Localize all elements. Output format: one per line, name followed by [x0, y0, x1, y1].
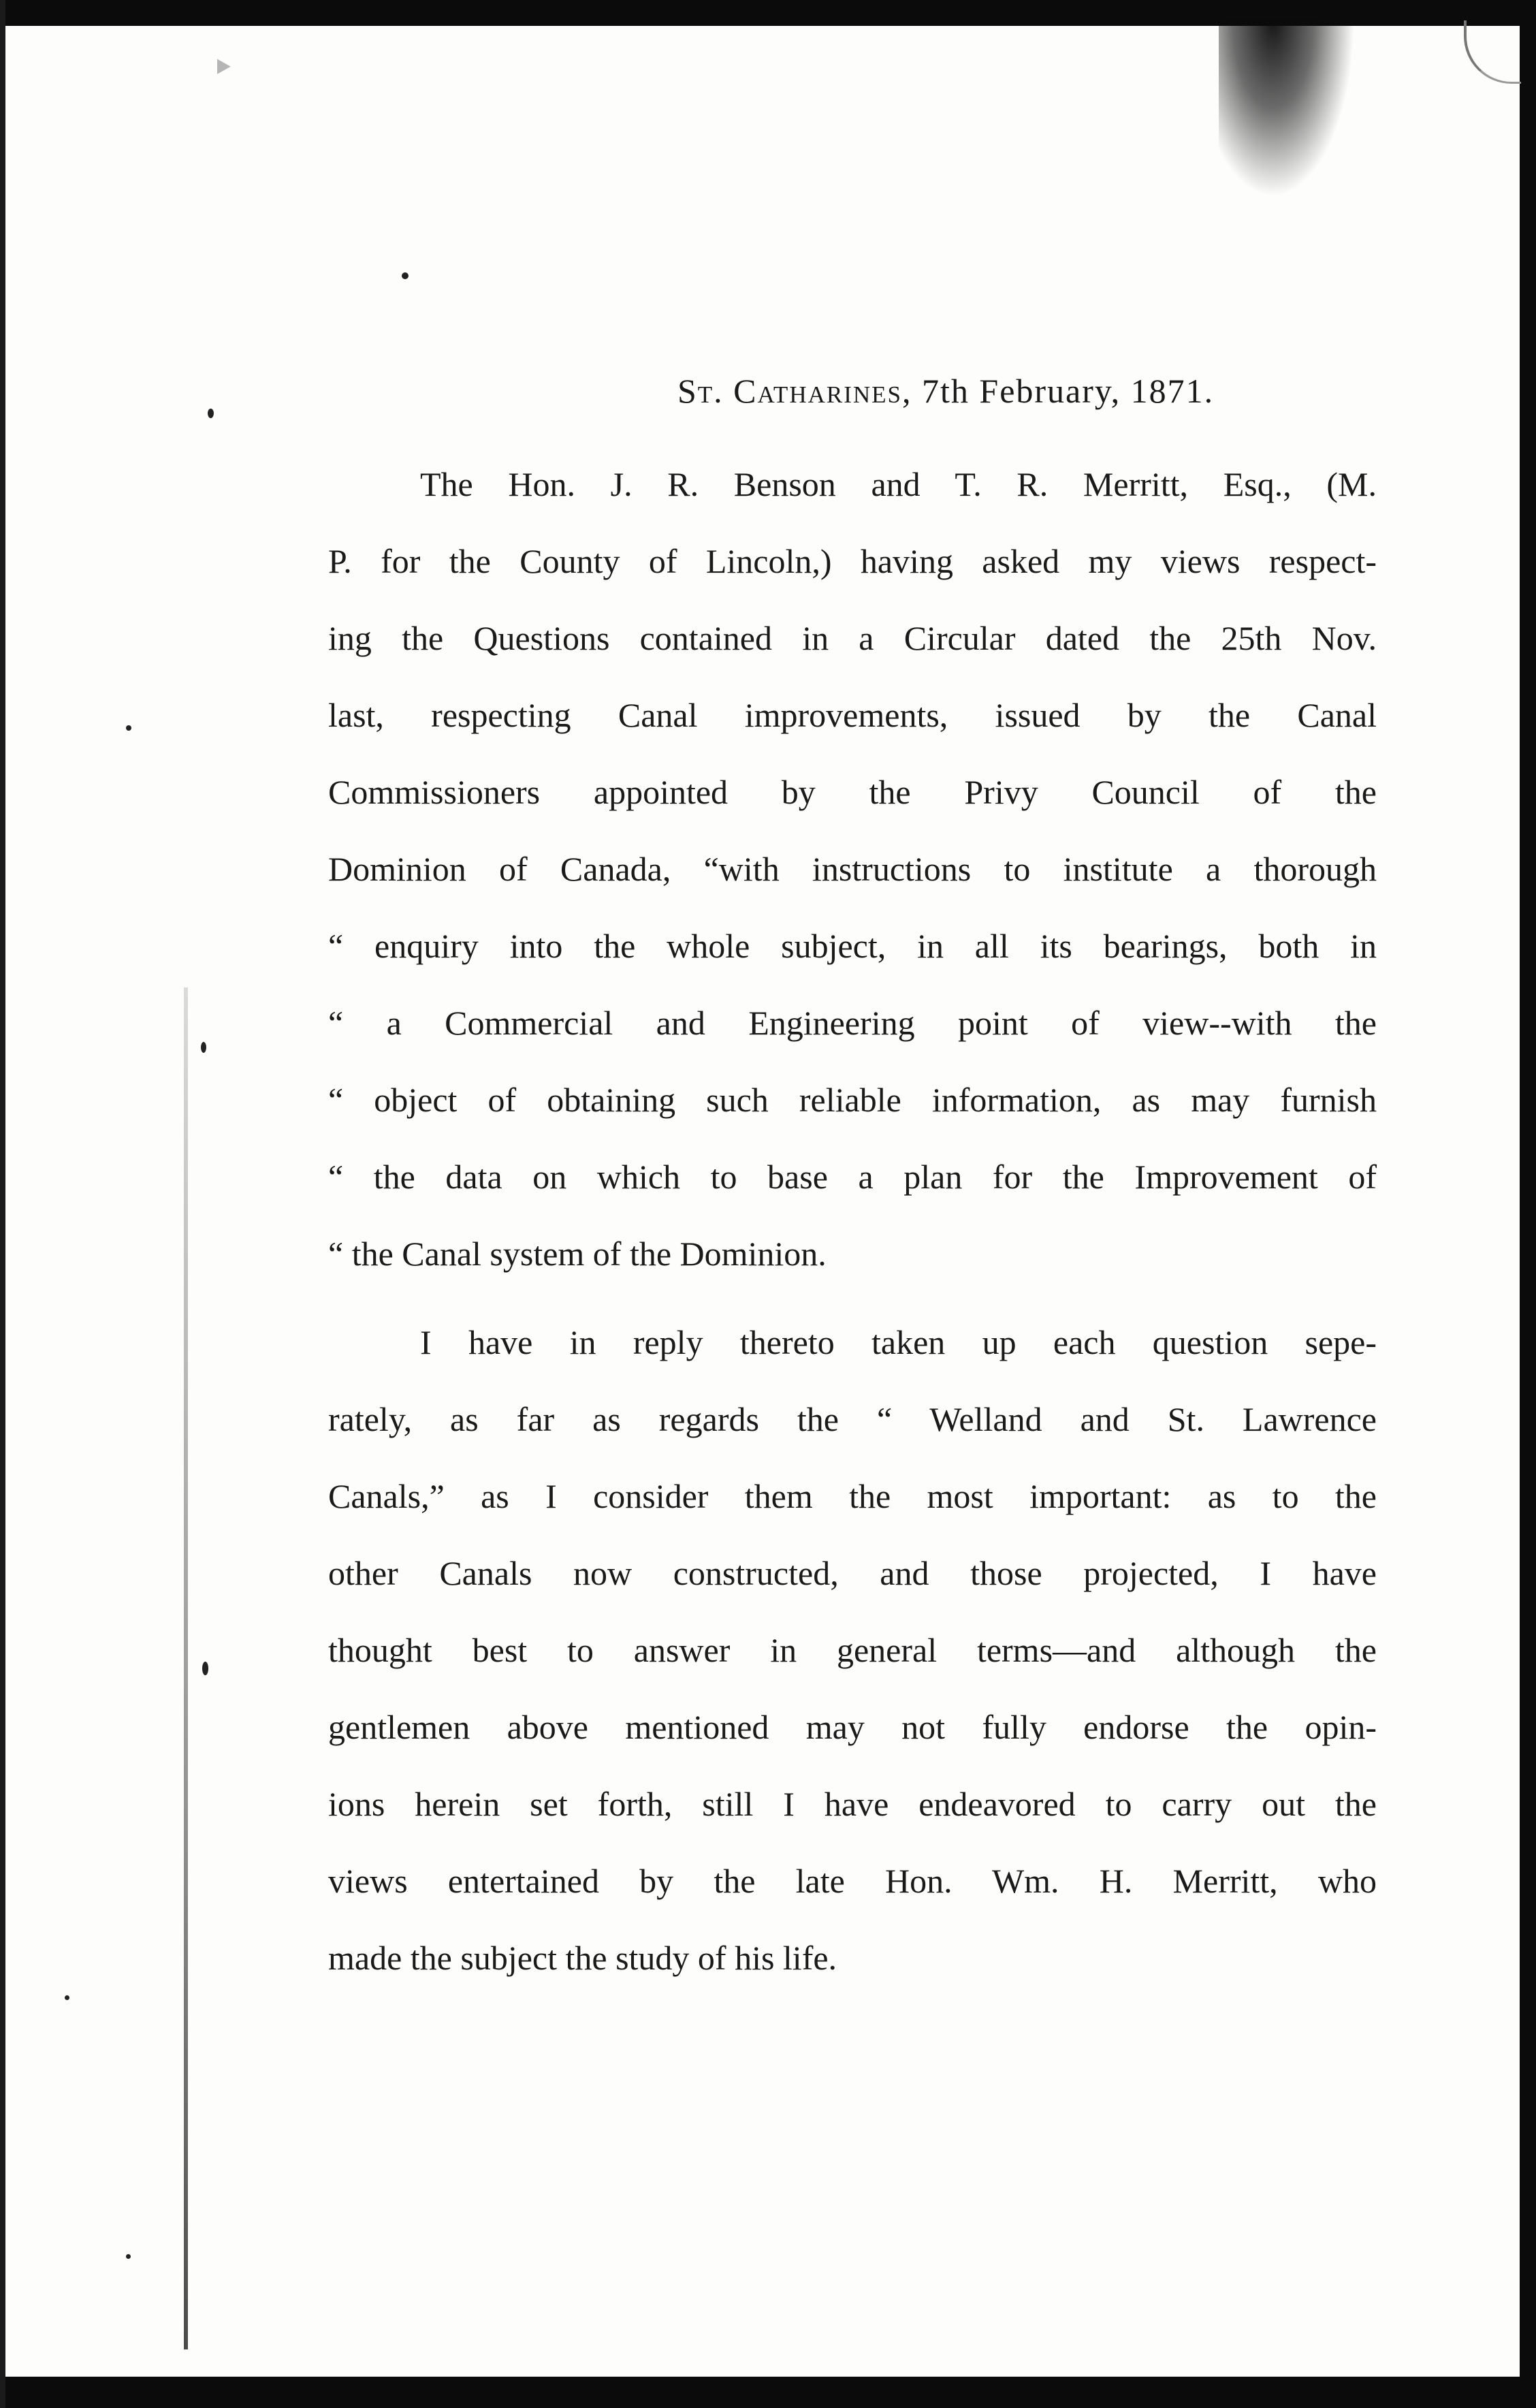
text-line: Dominion of Canada, “with instructions to institute a thorough: [328, 850, 1377, 888]
text-line: “ the data on which to base a plan for the Improvement of: [328, 1158, 1377, 1196]
text-line: I have in reply thereto taken up each question sepe-: [420, 1323, 1377, 1361]
scan-border-left: [0, 0, 5, 2408]
ink-speck: [201, 1042, 206, 1053]
paragraph-2: [328, 1304, 1377, 1997]
text-line: last, respecting Canal improvements, issued by the Canal: [328, 696, 1377, 734]
binding-edge: [184, 987, 188, 2349]
text-line: views entertained by the late Hon. Wm. H. Merritt, who: [328, 1862, 1377, 1900]
ink-speck: [208, 409, 214, 418]
ink-speck: [202, 1662, 208, 1675]
paragraph-1: [328, 446, 1377, 1293]
text-line: P. for the County of Lincoln,) having asked my views respect-: [328, 542, 1377, 580]
scan-border-bottom: [0, 2377, 1536, 2408]
text-line: gentlemen above mentioned may not fully endorse the opin-: [328, 1708, 1377, 1746]
text-line: “ the Canal system of the Dominion.: [328, 1235, 827, 1273]
text-line: “ enquiry into the whole subject, in all its bearings, both in: [328, 927, 1377, 965]
page-corner-shadow: [1219, 20, 1355, 197]
ink-speck: [402, 272, 409, 279]
ink-speck: [126, 725, 131, 731]
dateline-date: 7th February, 1871.: [922, 372, 1215, 410]
ink-speck: [65, 1995, 69, 2000]
text-line: made the subject the study of his life.: [328, 1939, 837, 1977]
text-line: rately, as far as regards the “ Welland and St. Lawrence: [328, 1400, 1377, 1438]
scan-border-right: [1520, 0, 1536, 2408]
text-line: other Canals now constructed, and those projected, I have: [328, 1554, 1377, 1592]
text-line: “ object of obtaining such reliable information, as may furnish: [328, 1081, 1377, 1119]
text-line: ing the Questions contained in a Circular dated the 25th Nov.: [328, 619, 1377, 657]
dateline: [677, 371, 1214, 411]
text-line: “ a Commercial and Engineering point of view--with the: [328, 1004, 1377, 1042]
text-line: Commissioners appointed by the Privy Council of the: [328, 773, 1377, 811]
text-line: The Hon. J. R. Benson and T. R. Merritt, Esq., (M.: [420, 465, 1377, 503]
page-edge-curl: [1464, 20, 1521, 84]
text-line: Canals,” as I consider them the most important: as to the: [328, 1477, 1377, 1515]
dateline-place: St. Catharines,: [677, 372, 912, 410]
faint-pencil-mark: ‣: [211, 46, 236, 91]
ink-speck: [126, 2254, 131, 2259]
text-line: thought best to answer in general terms—and although the: [328, 1631, 1377, 1669]
text-line: ions herein set forth, still I have endeavored to carry out the: [328, 1785, 1377, 1823]
